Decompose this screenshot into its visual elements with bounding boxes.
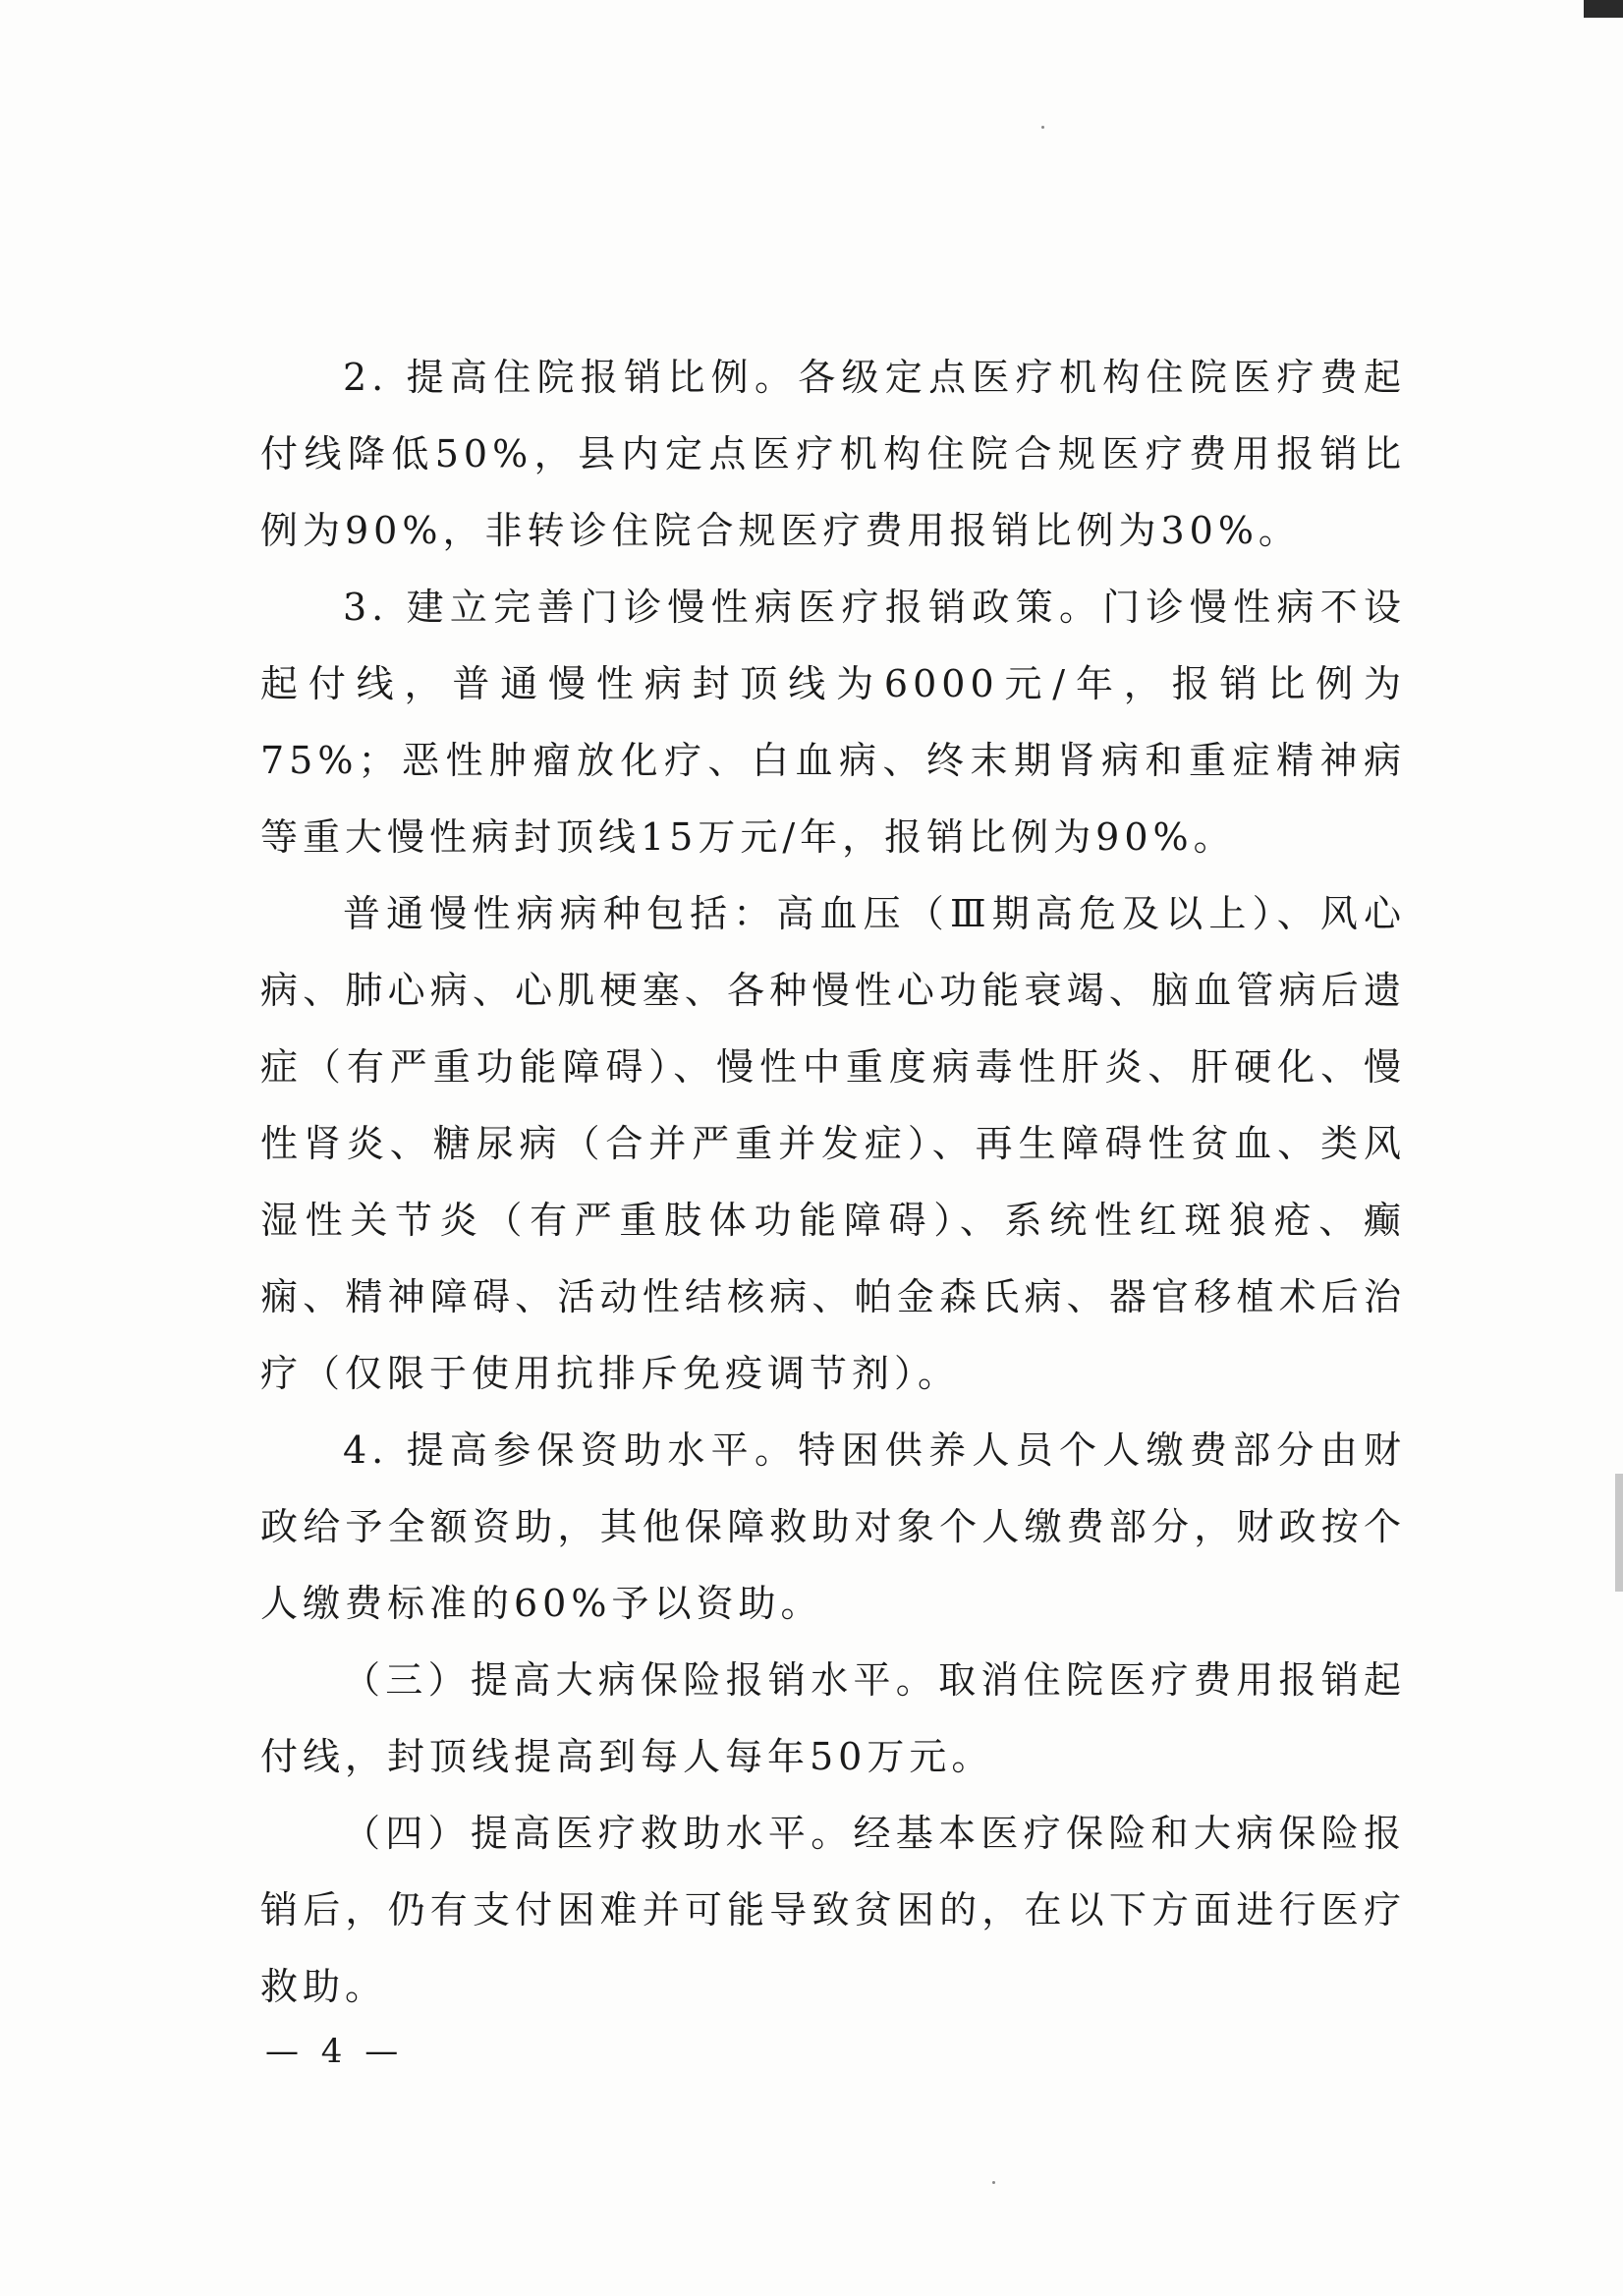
scan-edge-mark [1584, 0, 1623, 18]
scan-edge-shadow [1615, 1474, 1623, 1592]
paragraph-insurance-subsidy: 4. 提高参保资助水平。特困供养人员个人缴费部分由财政给予全额资助，其他保障救助对象个人缴费部分，财政按个人缴费标准的60%予以资助。 [260, 1428, 1406, 1625]
page-number: — 4 — [265, 2032, 405, 2071]
scan-speck [1041, 126, 1044, 129]
paragraph-hospitalization-reimbursement: 2. 提高住院报销比例。各级定点医疗机构住院医疗费起付线降低50%，县内定点医疗机构住院合规医疗费用报销比例为90%，非转诊住院合规医疗费用报销比例为30%。 [260, 356, 1406, 552]
scan-speck [992, 2181, 995, 2184]
document-body [260, 339, 1406, 2025]
paragraph-chronic-disease-policy: 3. 建立完善门诊慢性病医疗报销政策。门诊慢性病不设起付线，普通慢性病封顶线为6000元/年，报销比例为75%；恶性肿瘤放化疗、白血病、终末期肾病和重症精神病等重大慢性病封顶线15万元/年，报销比例为90%。 [260, 586, 1406, 859]
paragraph-chronic-disease-list: 普通慢性病病种包括：高血压（Ⅲ期高危及以上）、风心病、肺心病、心肌梗塞、各种慢性心功能衰竭、脑血管病后遗症（有严重功能障碍）、慢性中重度病毒性肝炎、肝硬化、慢性肾炎、糖尿病（合并严重并发症）、再生障碍性贫血、类风湿性关节炎（有严重肢体功能障碍）、系统性红斑狼疮、癫痫、精神障碍、活动性结核病、帕金森氏病、器官移植术后治疗（仅限于使用抗排斥免疫调节剂）。 [260, 892, 1406, 1395]
paragraph-medical-assistance: （四）提高医疗救助水平。经基本医疗保险和大病保险报销后，仍有支付困难并可能导致贫困的，在以下方面进行医疗救助。 [260, 1812, 1406, 2008]
paragraph-critical-illness-insurance: （三）提高大病保险报销水平。取消住院医疗费用报销起付线，封顶线提高到每人每年50万元。 [260, 1658, 1406, 1778]
